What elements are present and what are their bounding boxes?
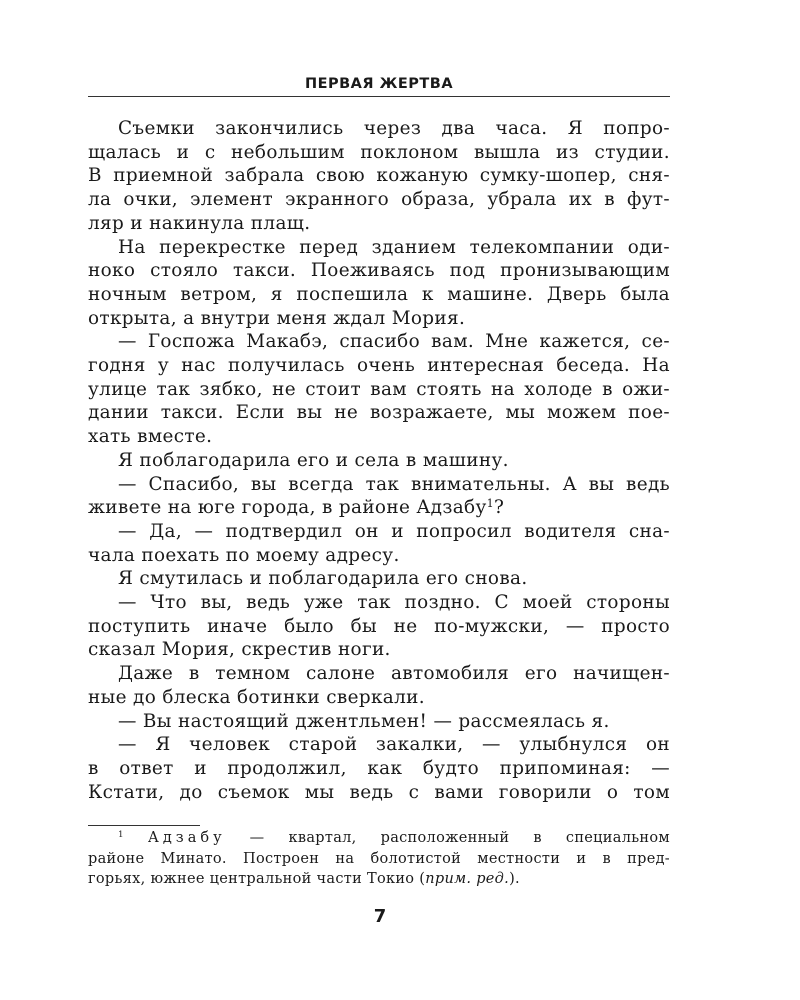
text-line: сказал Мория, скрестив ноги. xyxy=(88,639,391,661)
text-line: ные до блеска ботинки сверкали. xyxy=(88,686,425,708)
text-line: Я поблагодарила его и села в машину. xyxy=(118,449,509,471)
footnote-text: горьях, южнее центральной части Токио ( xyxy=(88,871,426,887)
text-line: открыта, а внутри меня ждал Мория. xyxy=(88,307,466,329)
text-line: Я смутилась и поблагодарила его снова. xyxy=(118,568,528,590)
footnote-line xyxy=(88,828,670,849)
text-line: ляр и накинула плащ. xyxy=(88,212,311,234)
text-line: На перекрестке перед зданием телекомпании оди- xyxy=(118,236,670,258)
text-line: ноко стояло такси. Поеживаясь под пронизывающим xyxy=(88,260,670,282)
text-line xyxy=(88,496,670,520)
footnote-rule xyxy=(88,825,200,826)
footnote-marker: 1 xyxy=(486,497,495,511)
footnote-line xyxy=(88,869,670,890)
text-line: улице так зябко, не стоит вам стоять на холоде в ожи- xyxy=(88,378,670,400)
text-line: поступить иначе было бы не по-мужски, — просто xyxy=(88,615,670,637)
text-line: Съемки закончились через два часа. Я попро- xyxy=(118,118,670,139)
text-line: Даже в темном салоне автомобиля его начищен- xyxy=(118,663,670,685)
text-line: ла очки, элемент экранного образа, убрала их в фут- xyxy=(88,189,670,211)
page-number: 7 xyxy=(373,906,387,927)
body-text xyxy=(88,117,670,804)
text-line: чала поехать по моему адресу. xyxy=(88,544,400,566)
footnote-text: — квартал, расположенный в специальном xyxy=(225,830,670,846)
text-line: в ответ и продолжил, как будто припоминая: — xyxy=(88,757,670,779)
text-line: — Что вы, ведь уже так поздно. С моей стороны xyxy=(118,592,670,614)
footnote-number: 1 xyxy=(118,830,124,841)
editor-note: прим. ред. xyxy=(425,871,510,887)
text-line: — Спасибо, вы всегда так внимательны. А вы ведь xyxy=(118,473,670,495)
footnote-term: Адзабу xyxy=(147,830,226,846)
header-rule xyxy=(88,96,670,97)
text-line: хать вместе. xyxy=(88,426,213,448)
footnote xyxy=(88,828,670,890)
text-line: Кстати, до съемок мы ведь с вами говорили о том xyxy=(88,781,670,803)
footnote-line: районе Минато. Построен на болотистой местности и в пред- xyxy=(88,850,670,867)
running-header: ПЕРВАЯ ЖЕРТВА xyxy=(304,76,454,92)
text-line-suffix: ? xyxy=(494,497,505,519)
text-line: — Да, — подтвердил он и попросил водителя сна- xyxy=(118,520,670,542)
text-line: — Я человек старой закалки, — улыбнулся он xyxy=(118,734,670,756)
text-line: щалась и с небольшим поклоном вышла из студии. xyxy=(88,141,670,163)
text-line: годня у нас получилась очень интересная беседа. На xyxy=(88,355,670,377)
text-line: В приемной забрала свою кожаную сумку-шопер, сня- xyxy=(88,165,670,187)
footnote-text: ). xyxy=(509,871,520,887)
text-line: ночным ветром, я поспешила к машине. Дверь была xyxy=(88,283,670,305)
text-line: — Госпожа Макабэ, спасибо вам. Мне кажется, се- xyxy=(118,331,670,353)
text-line-main: живете на юге города, в районе Адзабу xyxy=(88,497,487,519)
text-line: дании такси. Если вы не возражаете, мы можем пое- xyxy=(88,402,670,424)
text-line: — Вы настоящий джентльмен! — рассмеялась я. xyxy=(118,710,610,732)
